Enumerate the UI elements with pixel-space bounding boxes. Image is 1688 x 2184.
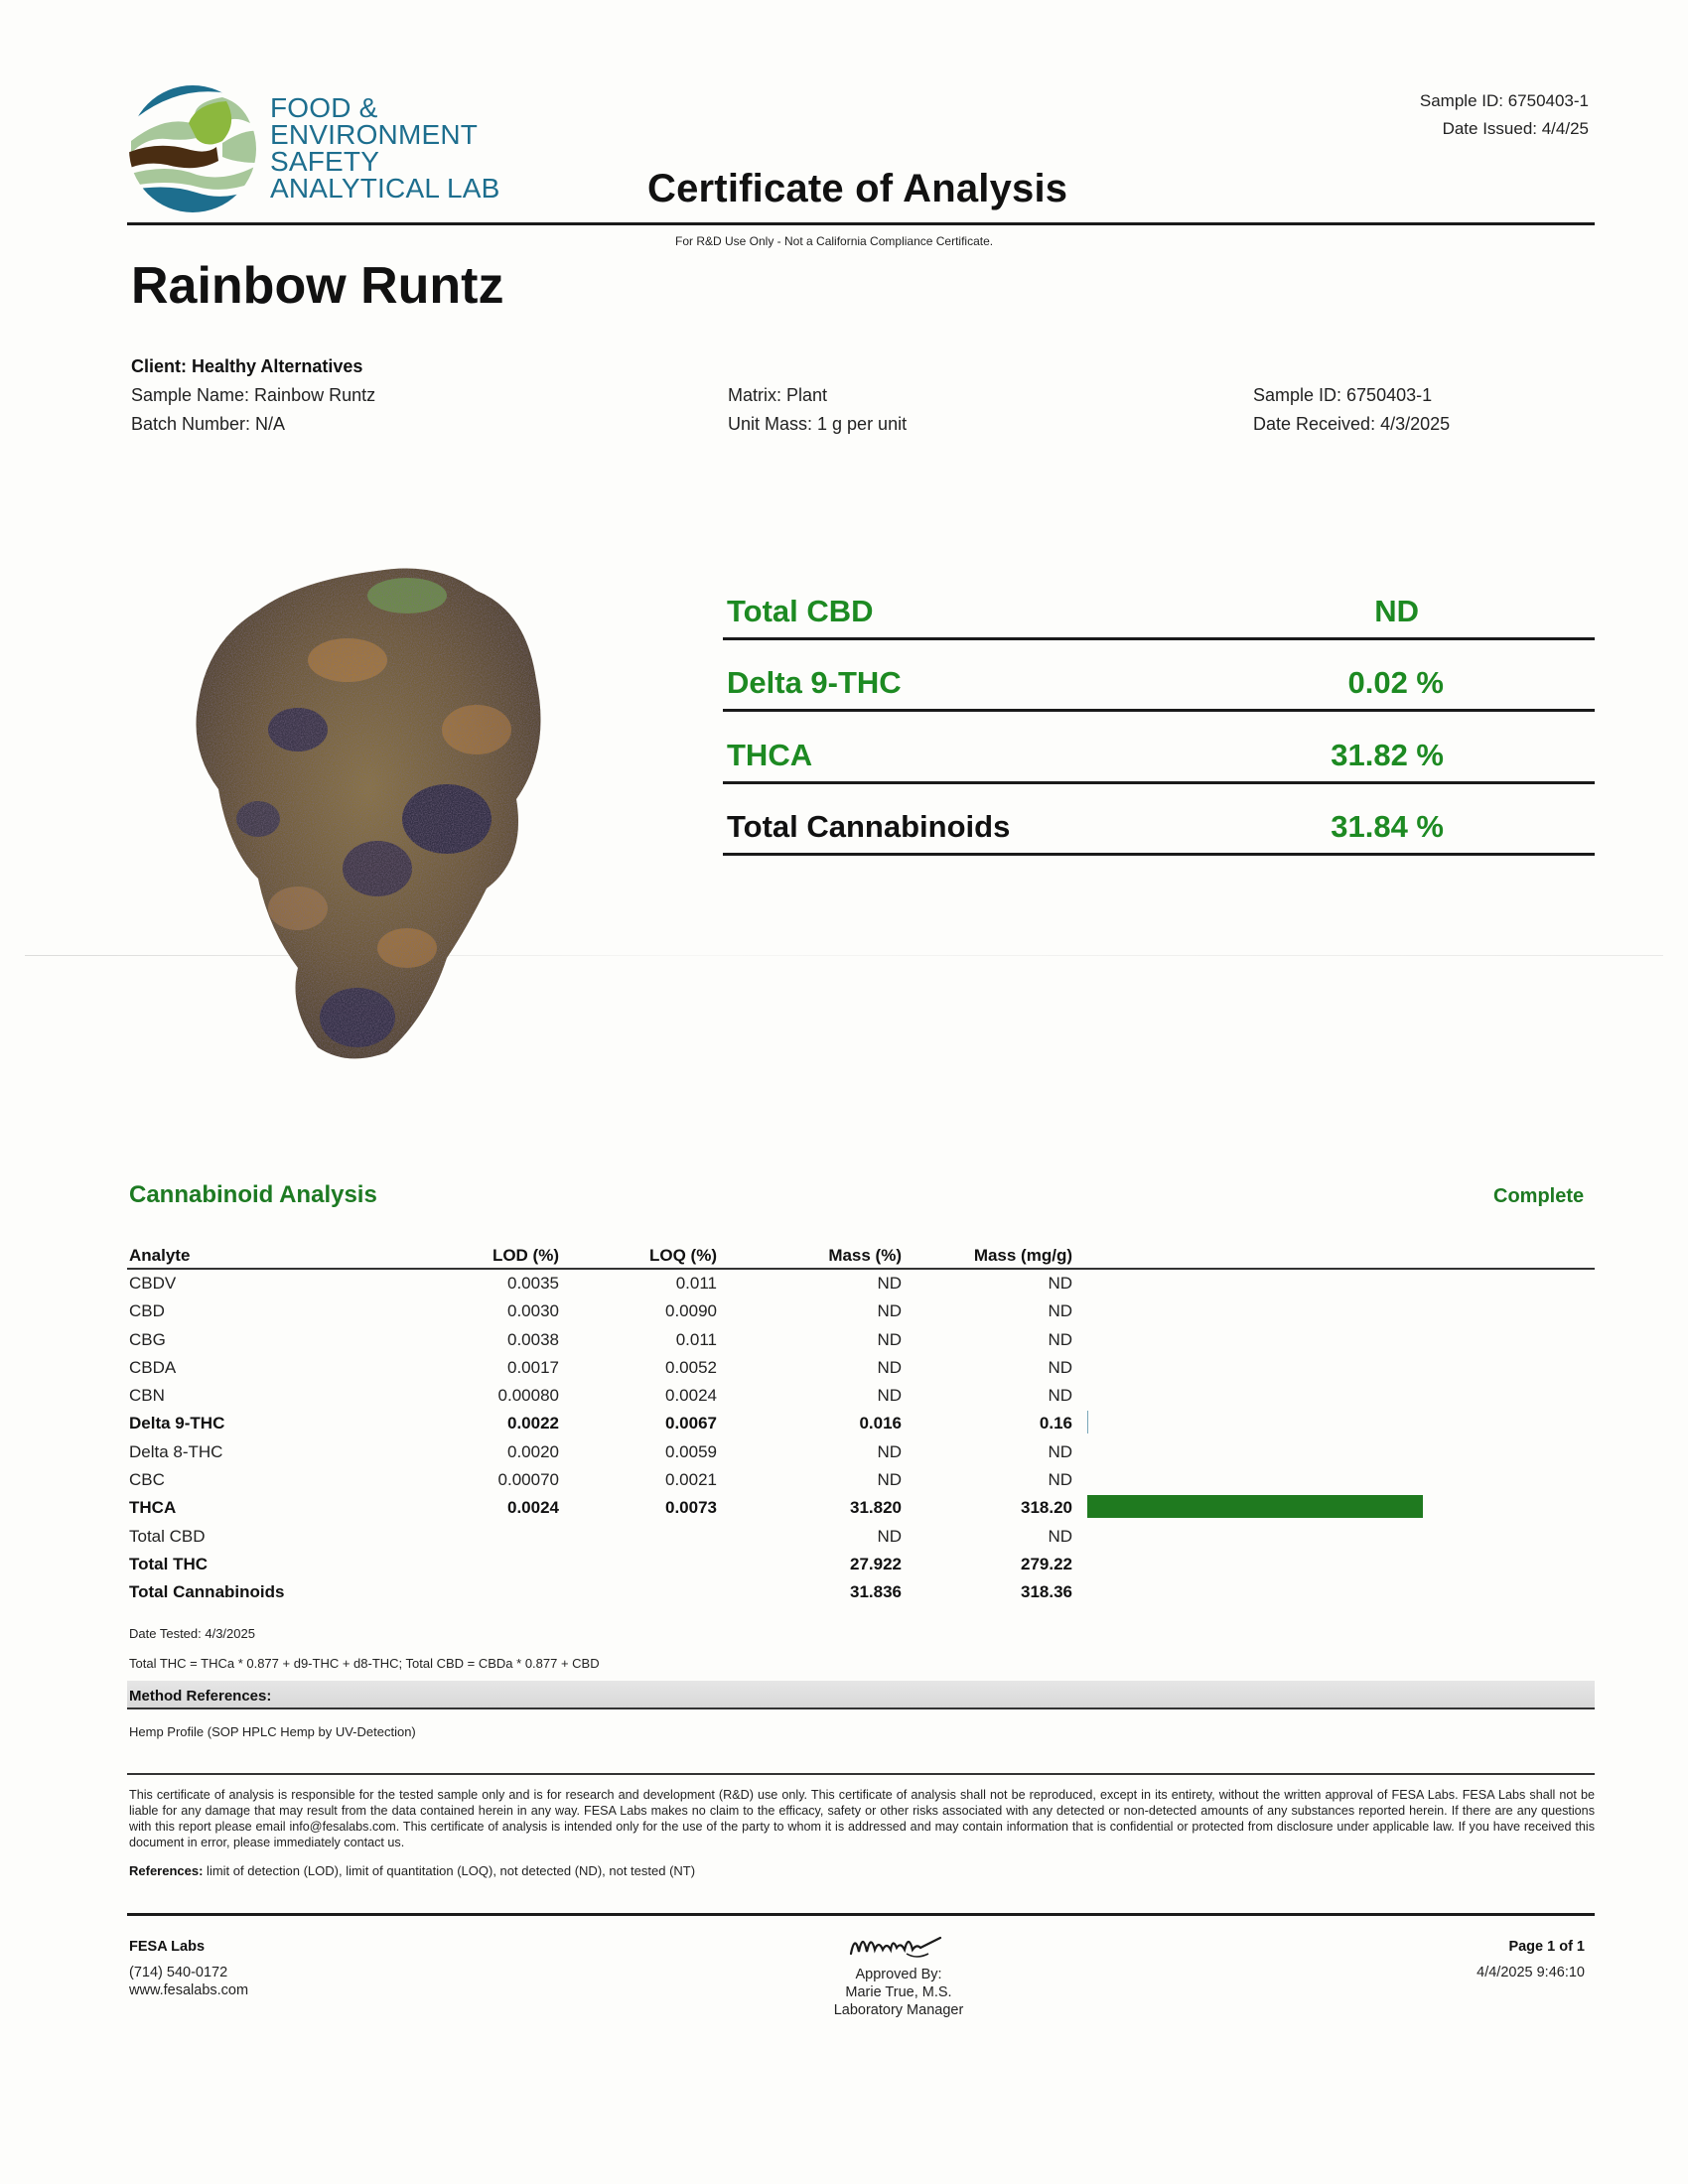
cell-loq: 0.0024 bbox=[665, 1386, 717, 1406]
cell-mass-mg: ND bbox=[1048, 1441, 1072, 1461]
approval-block bbox=[774, 1966, 1023, 2019]
cell-analyte: Delta 8-THC bbox=[129, 1441, 223, 1461]
cell-mass-pct: ND bbox=[877, 1526, 902, 1546]
signature-icon bbox=[847, 1924, 946, 1964]
summary-row-total-cannabinoids bbox=[723, 784, 1595, 857]
cell-lod: 0.00070 bbox=[497, 1470, 559, 1490]
cell-analyte: Delta 9-THC bbox=[129, 1414, 225, 1433]
column-header: LOQ (%) bbox=[649, 1246, 717, 1265]
column-header: Analyte bbox=[129, 1246, 191, 1265]
cell-loq: 0.0021 bbox=[665, 1470, 717, 1490]
cell-mass-pct: ND bbox=[877, 1357, 902, 1377]
cell-mass-mg: 0.16 bbox=[1039, 1414, 1072, 1433]
cell-lod: 0.0017 bbox=[507, 1357, 559, 1377]
table-row bbox=[127, 1382, 1595, 1410]
cell-mass-pct: ND bbox=[877, 1441, 902, 1461]
date-tested: Date Tested: 4/3/2025 bbox=[129, 1626, 255, 1641]
header-sample-id: Sample ID: 6750403-1 bbox=[1419, 91, 1589, 110]
table-row bbox=[127, 1270, 1595, 1297]
page-info bbox=[1477, 1938, 1585, 1981]
table-row bbox=[127, 1466, 1595, 1494]
summary-value: ND bbox=[1374, 593, 1419, 628]
cell-analyte: CBN bbox=[129, 1386, 165, 1406]
summary-value: 0.02 % bbox=[1347, 665, 1444, 700]
cell-mass-pct: 0.016 bbox=[859, 1414, 902, 1433]
approver-title: Laboratory Manager bbox=[833, 2002, 964, 2018]
client-name: Client: Healthy Alternatives bbox=[131, 356, 363, 376]
total-formula: Total THC = THCa * 0.877 + d9-THC + d8-THC; Total CBD = CBDa * 0.877 + CBD bbox=[129, 1656, 600, 1671]
fesa-logo-icon bbox=[127, 83, 258, 214]
summary-label: Total CBD bbox=[727, 593, 874, 628]
section-heading: Cannabinoid Analysis bbox=[129, 1181, 377, 1208]
cell-mass-pct: ND bbox=[877, 1274, 902, 1293]
sample-id: Sample ID: 6750403-1 bbox=[1253, 385, 1433, 405]
cell-loq: 0.0090 bbox=[665, 1301, 717, 1321]
cell-lod: 0.0022 bbox=[507, 1414, 559, 1433]
method-references-text: Hemp Profile (SOP HPLC Hemp by UV-Detection) bbox=[129, 1724, 416, 1739]
cell-loq: 0.0073 bbox=[665, 1498, 717, 1518]
cell-loq: 0.0059 bbox=[665, 1441, 717, 1461]
batch-number: Batch Number: N/A bbox=[131, 414, 286, 434]
logo-line: SAFETY bbox=[270, 146, 380, 177]
summary-value: 31.82 % bbox=[1331, 737, 1444, 772]
company-name: FESA Labs bbox=[129, 1939, 206, 1955]
table-row bbox=[127, 1494, 1595, 1522]
summary-label: THCA bbox=[727, 737, 813, 772]
page-number: Page 1 of 1 bbox=[1508, 1939, 1585, 1955]
cell-analyte: CBDV bbox=[129, 1274, 177, 1293]
cell-analyte: CBG bbox=[129, 1329, 166, 1349]
receipt-info bbox=[1253, 381, 1450, 439]
sample-title: Rainbow Runtz bbox=[131, 257, 504, 315]
print-timestamp: 4/4/2025 9:46:10 bbox=[1477, 1965, 1585, 1980]
references bbox=[129, 1863, 695, 1878]
cell-loq: 0.0067 bbox=[665, 1414, 717, 1433]
column-header: LOD (%) bbox=[492, 1246, 559, 1265]
status-badge: Complete bbox=[1493, 1185, 1585, 1207]
cell-lod: 0.0030 bbox=[507, 1301, 559, 1321]
footer-divider bbox=[127, 1913, 1595, 1916]
table-body bbox=[127, 1270, 1595, 1607]
cell-lod: 0.0035 bbox=[507, 1274, 559, 1293]
cell-mass-mg: ND bbox=[1048, 1386, 1072, 1406]
unit-mass: Unit Mass: 1 g per unit bbox=[728, 414, 908, 434]
summary-label: Delta 9-THC bbox=[727, 665, 902, 700]
matrix: Matrix: Plant bbox=[728, 385, 828, 405]
cell-lod: 0.0038 bbox=[507, 1329, 559, 1349]
cell-mass-mg: 318.20 bbox=[1021, 1498, 1072, 1518]
page-title: Certificate of Analysis bbox=[647, 167, 1068, 210]
cell-analyte: Total Cannabinoids bbox=[129, 1582, 285, 1602]
summary-value: 31.84 % bbox=[1331, 809, 1444, 844]
cell-mass-pct: 27.922 bbox=[850, 1554, 902, 1573]
cell-mass-pct: ND bbox=[877, 1386, 902, 1406]
date-received: Date Received: 4/3/2025 bbox=[1253, 414, 1451, 434]
method-references-label: Method References: bbox=[129, 1688, 272, 1705]
cell-mass-pct: ND bbox=[877, 1301, 902, 1321]
cell-mass-mg: 318.36 bbox=[1021, 1582, 1072, 1602]
cell-mass-mg: 279.22 bbox=[1021, 1554, 1072, 1573]
cell-analyte: THCA bbox=[129, 1498, 177, 1518]
table-row bbox=[127, 1523, 1595, 1551]
disclaimer-text: This certificate of analysis is responsible for the tested sample only and is for research and development (R&D) use only. This certificate of analysis shall not be reproduced, except in its entirety, without the written approval of FESA Labs. FESA Labs shall not be liable for any damage that may result from the data contained herein in any way. FESA Labs makes no claim to the efficacy, safety or other risks associated with any detected or non-detected amounts of any substances reported herein. If there are any questions with this report please email info@fesalabs.com. This certificate of analysis is intended only for the use of the party to whom it is addressed and may contain information that is confidential or protected from disclosure under applicable law. If you have received this document in error, please immediately contact us. bbox=[129, 1788, 1595, 1849]
cell-mass-mg: ND bbox=[1048, 1329, 1072, 1349]
table-row bbox=[127, 1410, 1595, 1437]
cell-mass-pct: 31.820 bbox=[850, 1498, 902, 1518]
website-link[interactable]: www.fesalabs.com bbox=[129, 1982, 249, 1998]
logo-line: FOOD & bbox=[270, 92, 378, 123]
cell-mass-mg: ND bbox=[1048, 1274, 1072, 1293]
cell-mass-mg: ND bbox=[1048, 1526, 1072, 1546]
phone: (714) 540-0172 bbox=[129, 1965, 228, 1980]
lab-contact bbox=[129, 1938, 248, 1999]
summary-row-total-cbd bbox=[723, 568, 1595, 640]
matrix-info bbox=[728, 381, 907, 439]
cannabis-bud-photo bbox=[179, 551, 566, 1072]
cell-mass-mg: ND bbox=[1048, 1301, 1072, 1321]
table-row bbox=[127, 1578, 1595, 1606]
mass-bar bbox=[1087, 1411, 1088, 1433]
divider bbox=[127, 1773, 1595, 1775]
cell-loq: 0.011 bbox=[675, 1329, 717, 1349]
cell-analyte: CBD bbox=[129, 1301, 165, 1321]
cell-lod: 0.0020 bbox=[507, 1441, 559, 1461]
references-label: References: bbox=[129, 1863, 204, 1878]
table-row bbox=[127, 1297, 1595, 1325]
summary-row-thca bbox=[723, 712, 1595, 784]
cell-lod: 0.00080 bbox=[497, 1386, 559, 1406]
cell-analyte: Total THC bbox=[129, 1554, 209, 1573]
header-meta bbox=[1420, 87, 1589, 143]
cell-analyte: CBDA bbox=[129, 1357, 177, 1377]
sample-name: Sample Name: Rainbow Runtz bbox=[131, 385, 376, 405]
approver-name: Marie True, M.S. bbox=[845, 1984, 952, 2000]
table-row bbox=[127, 1326, 1595, 1354]
cell-mass-pct: 31.836 bbox=[850, 1582, 902, 1602]
method-references-bar bbox=[127, 1681, 1595, 1709]
lab-name-logo-text bbox=[270, 94, 500, 202]
references-text: limit of detection (LOD), limit of quantitation (LOQ), not detected (ND), not tested (NT) bbox=[203, 1863, 696, 1878]
mass-bar bbox=[1087, 1495, 1423, 1518]
table-row bbox=[127, 1438, 1595, 1466]
potency-summary bbox=[723, 568, 1595, 856]
cell-loq: 0.0052 bbox=[665, 1357, 717, 1377]
cannabinoid-table bbox=[127, 1243, 1595, 1607]
cell-mass-mg: ND bbox=[1048, 1357, 1072, 1377]
cell-mass-pct: ND bbox=[877, 1470, 902, 1490]
table-row bbox=[127, 1354, 1595, 1382]
summary-row-delta9-thc bbox=[723, 640, 1595, 713]
rd-use-note: For R&D Use Only - Not a California Compliance Certificate. bbox=[675, 234, 994, 248]
cell-analyte: Total CBD bbox=[129, 1526, 206, 1546]
header-divider bbox=[127, 222, 1595, 225]
table-row bbox=[127, 1551, 1595, 1578]
header-date-issued: Date Issued: 4/4/25 bbox=[1442, 119, 1589, 138]
cell-lod: 0.0024 bbox=[507, 1498, 559, 1518]
column-header: Mass (%) bbox=[828, 1246, 902, 1265]
table-header bbox=[127, 1243, 1595, 1270]
logo-line: ANALYTICAL LAB bbox=[270, 173, 500, 204]
client-info bbox=[131, 352, 375, 439]
logo-line: ENVIRONMENT bbox=[270, 119, 479, 150]
column-header: Mass (mg/g) bbox=[973, 1246, 1072, 1265]
cell-mass-pct: ND bbox=[877, 1329, 902, 1349]
approved-by-label: Approved By: bbox=[855, 1967, 942, 1982]
cell-mass-mg: ND bbox=[1048, 1470, 1072, 1490]
cell-analyte: CBC bbox=[129, 1470, 165, 1490]
cell-loq: 0.011 bbox=[675, 1274, 717, 1293]
summary-label: Total Cannabinoids bbox=[727, 809, 1011, 844]
